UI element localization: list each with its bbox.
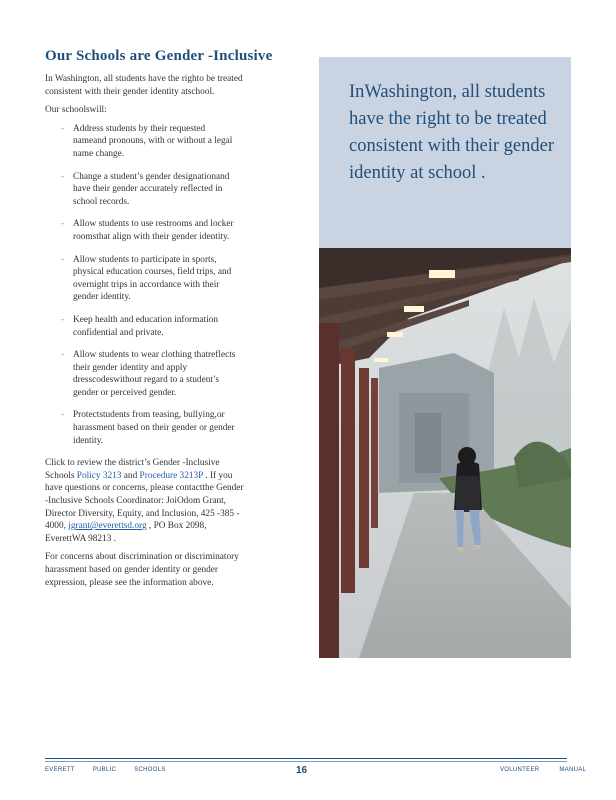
intro-paragraph: In Washington, all students have the righto be treated consistent with their gender identity atschool. xyxy=(45,74,243,97)
policy-3213-link[interactable]: Policy 3213 xyxy=(76,470,122,481)
hallway-student-photo xyxy=(319,248,571,658)
commitments-list xyxy=(45,123,245,447)
review-text-2: and xyxy=(121,470,140,481)
list-item: - Protectstudents from teasing, bullying,or harassment based on their gender or gender identity. xyxy=(45,409,245,447)
list-item: - Keep health and education information confidential and private. xyxy=(45,314,245,339)
review-paragraph xyxy=(45,457,245,545)
footer-org-name xyxy=(45,767,182,773)
building-door xyxy=(415,413,441,473)
ceiling-light xyxy=(429,270,455,278)
support-post xyxy=(359,368,369,568)
main-text-column xyxy=(45,73,245,595)
email-link[interactable]: jgrant@everettsd.org xyxy=(68,521,147,532)
pull-quote-text: InWashington, all students have the right to be treated consistent with their gender identity at school . xyxy=(349,82,554,183)
footer-document-name xyxy=(500,767,604,773)
review-text-4: , PO Box 2098, EverettWA 98213 . xyxy=(45,521,207,544)
support-post xyxy=(371,378,378,528)
pull-quote-box xyxy=(319,57,571,248)
ceiling-light xyxy=(374,358,388,362)
ceiling-light xyxy=(387,332,403,337)
list-item: - Allow students to participate in sports, physical education courses, field trips, and overnight trips in accordance with their gender identity. xyxy=(45,254,245,304)
page-number: 16 xyxy=(296,765,308,776)
footer-word: MANUAL xyxy=(559,767,587,773)
support-post xyxy=(341,348,355,593)
ceiling-light xyxy=(404,306,424,312)
review-text-1: Click to review the district’s Gender -Inclusive Schools xyxy=(45,458,220,481)
footer-rule xyxy=(45,758,567,759)
list-item: - Change a student’s gender designationand have their gender accurately reflected in school records. xyxy=(45,171,245,209)
footer-word: VOLUNTEER xyxy=(500,767,540,773)
footer-rule-secondary xyxy=(45,761,567,762)
schools-will-label: Our schoolswill: xyxy=(45,105,107,116)
footer-word: EVERETT xyxy=(45,767,75,773)
list-item: - Address students by their requested nameand pronouns, with or without a legal name change. xyxy=(45,123,245,161)
footer-word: PUBLIC xyxy=(92,767,117,773)
list-item: - Allow students to use restrooms and locker roomsthat align with their gender identity. xyxy=(45,218,245,243)
list-item: - Allow students to wear clothing thatreflects their gender identity and apply dresscodeswithout regard to a student’s gender or perceived gender. xyxy=(45,349,245,399)
review-text-3: . If you have questions or concerns, please contactthe Gender -Inclusive Schools Coordinator: JoiOdom Grant, Director Diversity, Equity, and Inclusion, 425 -385 - 4000, xyxy=(45,470,244,532)
concerns-paragraph: For concerns about discrimination or discriminatory harassment based on gender identity or gender expression, please see the information above. xyxy=(45,552,239,588)
footer-word: SCHOOLS xyxy=(134,767,166,773)
procedure-3213p-link[interactable]: Procedure 3213P xyxy=(139,470,203,481)
page-title: Our Schools are Gender -Inclusive xyxy=(45,48,273,64)
support-post xyxy=(319,323,339,658)
